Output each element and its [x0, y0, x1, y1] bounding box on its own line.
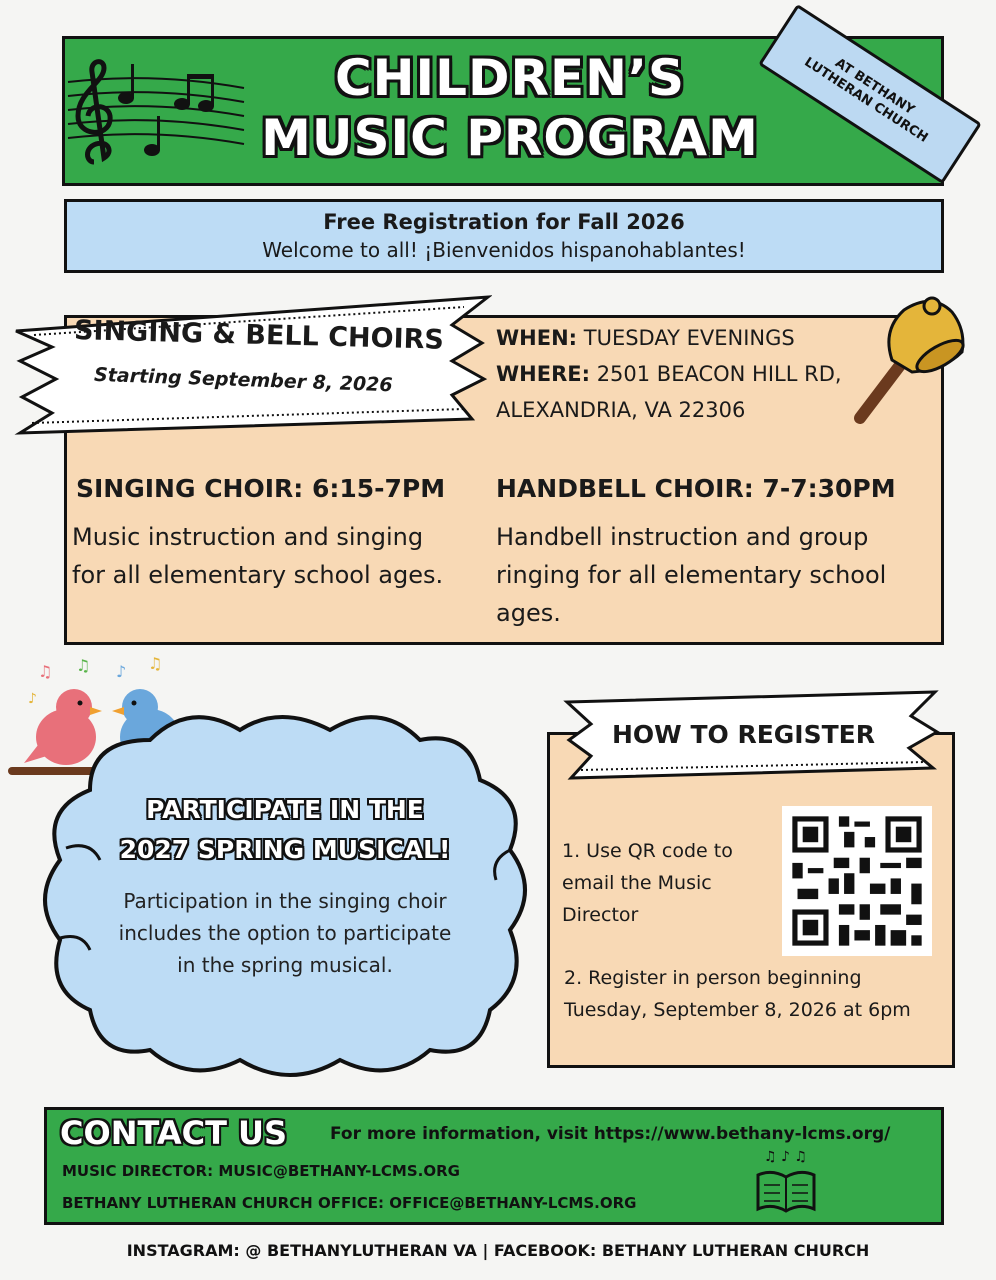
musical-text: Participation in the singing choir includes the option to participate in the spring musical.: [118, 889, 452, 977]
register-step-1: 1. Use QR code to email the Music Director: [562, 840, 733, 926]
registration-headline: Free Registration for Fall 2026: [323, 210, 685, 234]
when-where: WHEN: TUESDAY EVENINGS WHERE: 2501 BEACON HILL RD, ALEXANDRIA, VA 22306: [496, 326, 842, 422]
contact-title: CONTACT US: [60, 1114, 288, 1152]
singing-choir-title: SINGING CHOIR: 6:15-7PM: [76, 474, 446, 503]
svg-text:♫: ♫: [38, 662, 53, 681]
qr-code[interactable]: [782, 806, 932, 956]
social-links[interactable]: INSTAGRAM: @ BETHANYLUTHERAN VA | FACEBOOK: BETHANY LUTHERAN CHURCH: [126, 1241, 870, 1260]
svg-text:♫ ♪ ♫: ♫ ♪ ♫: [764, 1149, 807, 1165]
music-notes-icon: [64, 52, 254, 172]
handbell-icon: [852, 290, 972, 430]
office-email[interactable]: BETHANY LUTHERAN CHURCH OFFICE: OFFICE@BETHANY-LCMS.ORG: [62, 1194, 637, 1212]
singing-choir-desc: Music instruction and singing for all elementary school ages.: [72, 523, 444, 589]
music-director-email[interactable]: MUSIC DIRECTOR: MUSIC@BETHANY-LCMS.ORG: [62, 1162, 460, 1180]
handbell-choir-desc: Handbell instruction and group ringing for all elementary school ages.: [496, 523, 887, 627]
registration-banner: [64, 199, 944, 273]
welcome-text: Welcome to all! ¡Bienvenidos hispanohablantes!: [262, 238, 746, 262]
svg-text:♫: ♫: [148, 655, 163, 673]
svg-text:♫: ♫: [76, 656, 91, 675]
church-tag: AT BETHANY LUTHERAN CHURCH: [758, 4, 982, 184]
svg-text:♪: ♪: [116, 662, 127, 681]
svg-text:♪: ♪: [28, 691, 37, 707]
handbell-choir-title: HANDBELL CHOIR: 7-7:30PM: [496, 474, 896, 503]
page-title: CHILDREN’S MUSIC PROGRAM: [261, 49, 759, 167]
choirs-title: SINGING & BELL CHOIRS: [73, 315, 445, 356]
music-book-icon: [752, 1145, 822, 1215]
register-step-2: 2. Register in person beginning Tuesday, September 8, 2026 at 6pm: [564, 967, 911, 1021]
website-link[interactable]: For more information, visit https://www.bethany-lcms.org/: [330, 1124, 891, 1144]
musical-title: PARTICIPATE IN THE 2027 SPRING MUSICAL!: [119, 795, 451, 864]
register-title: HOW TO REGISTER: [612, 720, 876, 749]
choirs-start-date: Starting September 8, 2026: [93, 363, 393, 397]
